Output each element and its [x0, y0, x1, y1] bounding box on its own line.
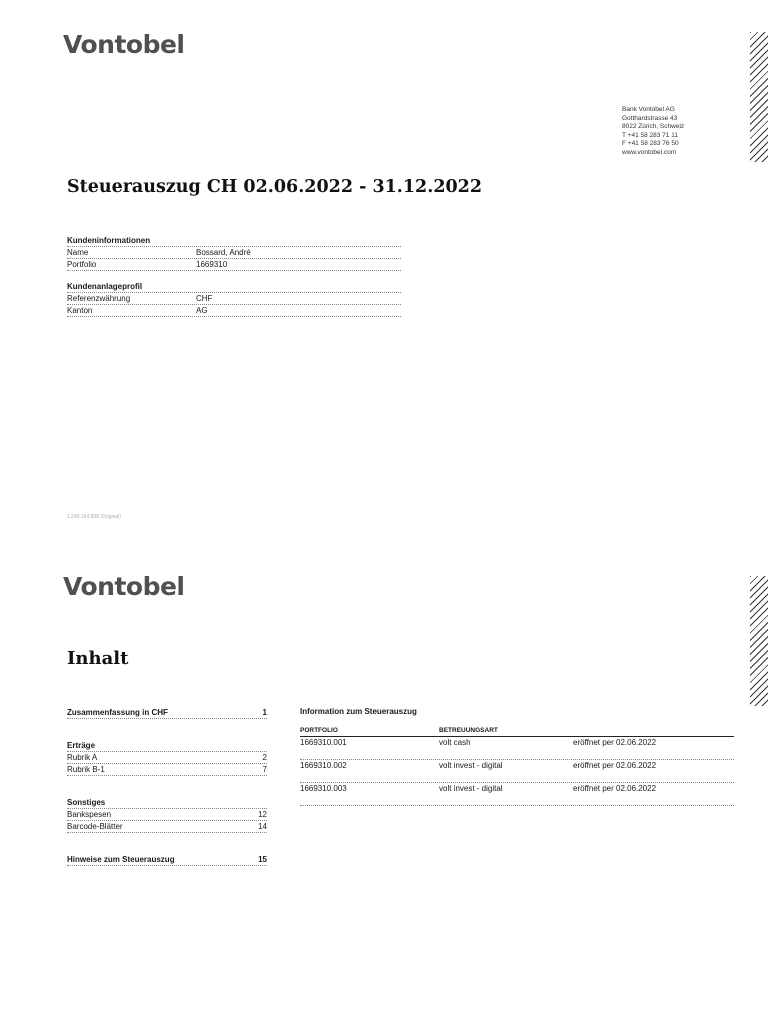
cell-status: eröffnet per 02.06.2022 — [573, 738, 657, 747]
section-heading: Kundenanlageprofil — [67, 282, 401, 293]
toc-sonstiges — [67, 798, 267, 833]
cell-portfolio: 1669310.001 — [300, 738, 347, 747]
header-portfolio: PORTFOLIO — [300, 727, 338, 734]
hatch-decoration — [750, 32, 768, 162]
toc-entry[interactable] — [67, 752, 267, 764]
table-row — [300, 760, 734, 783]
address-line: www.vontobel.com — [622, 148, 677, 156]
kv-label: Referenzwährung — [67, 294, 131, 303]
toc-zusammenfassung — [67, 707, 267, 719]
toc-page: 2 — [262, 753, 267, 762]
kv-value: 1669310 — [196, 260, 228, 269]
kundeninformationen-section — [67, 236, 401, 271]
info-title: Information zum Steuerauszug — [300, 707, 417, 716]
toc-entry[interactable] — [67, 764, 267, 776]
cell-portfolio: 1669310.002 — [300, 761, 347, 770]
document-title: Steuerauszug CH 02.06.2022 - 31.12.2022 — [67, 177, 483, 197]
info-table-header — [300, 726, 734, 737]
toc-label: Hinweise zum Steuerauszug — [67, 855, 175, 864]
document-title: Inhalt — [67, 648, 129, 669]
kv-label: Portfolio — [67, 260, 97, 269]
table-row — [300, 737, 734, 760]
toc-label: Bankspesen — [67, 810, 112, 819]
address-line: Gotthardstrasse 43 — [622, 114, 678, 122]
address-line: Bank Vontobel AG — [622, 106, 675, 113]
toc-page: 12 — [258, 810, 267, 819]
toc-label: Rubrik A — [67, 753, 98, 762]
info-steuerauszug — [300, 706, 734, 806]
toc-page: 15 — [258, 855, 267, 864]
address-line: T +41 58 283 71 11 — [622, 131, 678, 139]
header-status — [573, 726, 734, 736]
cell-betreuungsart: volt invest - digital — [439, 761, 503, 770]
bank-address — [622, 106, 684, 158]
kv-row — [67, 293, 401, 305]
section-heading: Kundeninformationen — [67, 236, 401, 247]
kv-value: Bossard, André — [196, 248, 251, 257]
kv-label: Kanton — [67, 306, 93, 315]
kv-row — [67, 305, 401, 317]
toc-entry[interactable] — [67, 854, 267, 866]
kv-value: CHF — [196, 294, 213, 303]
cell-betreuungsart: volt invest - digital — [439, 784, 503, 793]
address-line: 8022 Zürich, Schweiz — [622, 123, 685, 131]
kv-value: AG — [196, 306, 208, 315]
toc-label: Zusammenfassung in CHF — [67, 708, 168, 717]
table-row — [300, 783, 734, 806]
toc-page: 14 — [258, 822, 267, 831]
vontobel-logo: Vontobel — [63, 30, 185, 59]
hatch-decoration — [750, 576, 768, 706]
toc-section-heading: Erträge — [67, 741, 267, 752]
toc-hinweise — [67, 854, 267, 866]
kv-row — [67, 247, 401, 259]
toc-section-heading: Sonstiges — [67, 798, 267, 809]
toc-entry[interactable] — [67, 809, 267, 821]
cell-betreuungsart: volt cash — [439, 738, 471, 747]
kundenanlageprofil-section — [67, 282, 401, 317]
toc-page: 1 — [262, 708, 267, 717]
toc-entry[interactable] — [67, 821, 267, 833]
cell-status: eröffnet per 02.06.2022 — [573, 784, 657, 793]
kv-label: Name — [67, 248, 89, 257]
header-betreuungsart: BETREUUNGSART — [439, 727, 498, 734]
toc-label: Barcode-Blätter — [67, 822, 123, 831]
document-page-2 — [0, 536, 768, 1024]
toc-ertraege — [67, 741, 267, 776]
address-line: F +41 58 283 76 50 — [622, 140, 679, 148]
toc-entry[interactable] — [67, 707, 267, 719]
toc-page: 7 — [262, 765, 267, 774]
toc-label: Rubrik B-1 — [67, 765, 105, 774]
document-footnote: 1.243.164.838 (Original) — [67, 514, 121, 520]
cell-portfolio: 1669310.003 — [300, 784, 347, 793]
vontobel-logo: Vontobel — [63, 572, 185, 601]
cell-status: eröffnet per 02.06.2022 — [573, 761, 657, 770]
kv-row — [67, 259, 401, 271]
